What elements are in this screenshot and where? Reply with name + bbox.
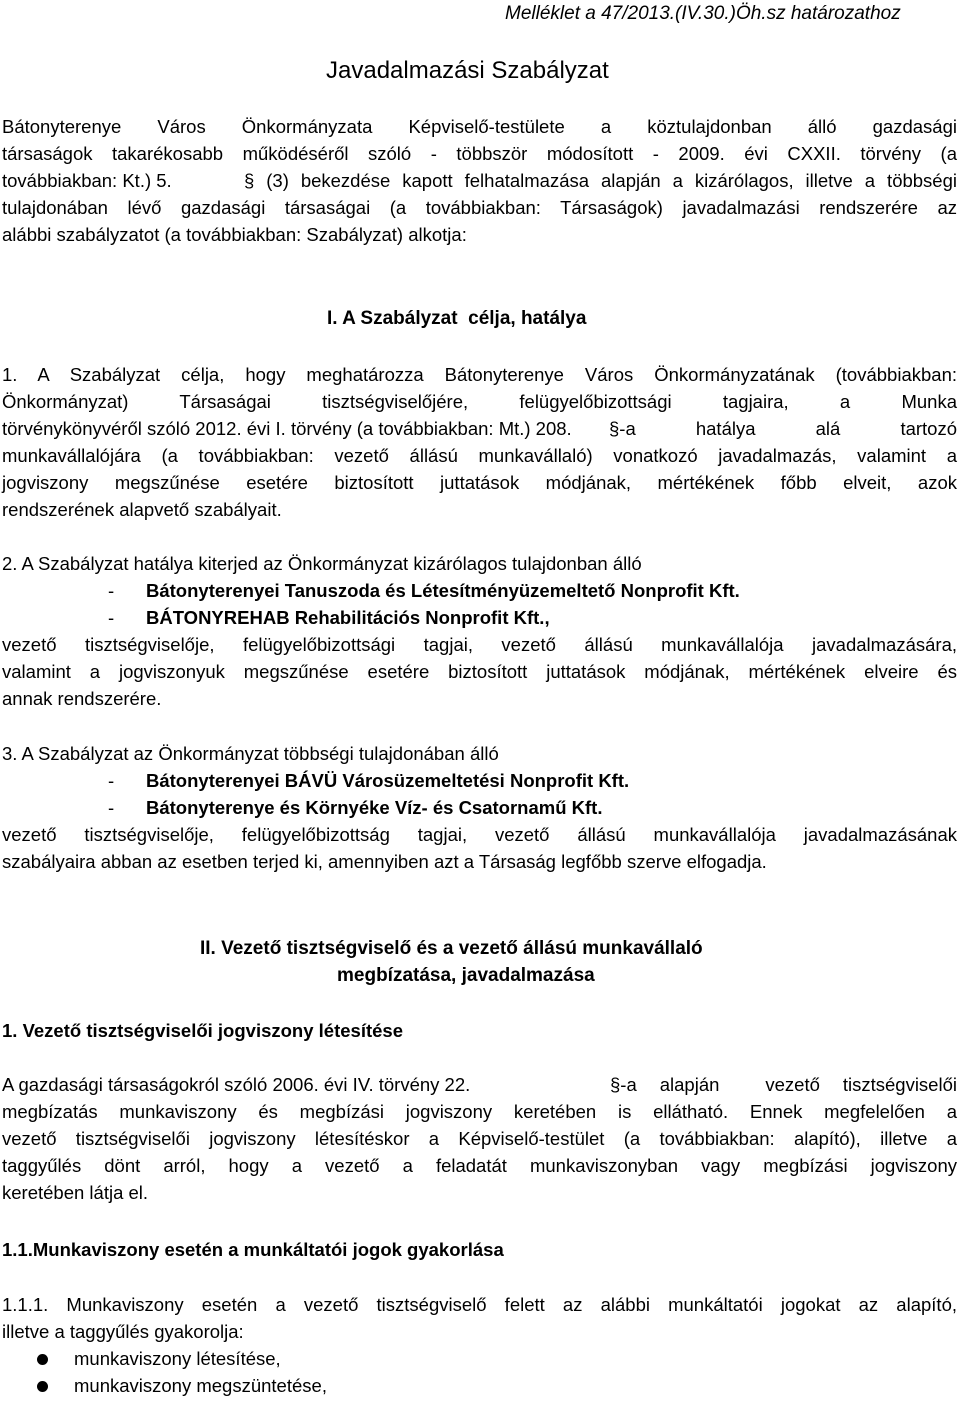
paragraph-line: 1. A Szabályzat célja, hogy meghatározza Bátonyterenye Város Önkormányzatának (továbbiakban: xyxy=(2,364,957,385)
document-title: Javadalmazási Szabályzat xyxy=(326,57,609,84)
intro-line: § (3) bekezdése kapott felhatalmazása alapján a kizárólagos, illetve a többségi xyxy=(244,170,957,191)
intro-line: továbbiakban: Kt.) 5. xyxy=(2,170,172,191)
list-item: BÁTONYREHAB Rehabilitációs Nonprofit Kft., xyxy=(146,607,550,628)
paragraph-line: A gazdasági társaságokról szóló 2006. évi IV. törvény 22. xyxy=(2,1074,471,1095)
paragraph-line: valamint a jogviszonyuk megszűnése esetére biztosított juttatások módjának, mértékének elveire és xyxy=(2,661,957,682)
bullet-icon xyxy=(37,1381,48,1392)
paragraph-line: §-a alapján vezető tisztségviselői xyxy=(610,1074,957,1095)
paragraph-line: vezető tisztségviselője, felügyelőbizottság tagjai, vezető állású munkavállalója javadalmazásának xyxy=(2,824,957,845)
list-item: Bátonyterenye és Környéke Víz- és Csatornamű Kft. xyxy=(146,797,603,818)
list-item: Bátonyterenyei BÁVÜ Városüzemeltetési Nonprofit Kft. xyxy=(146,770,630,791)
paragraph-line: keretében látja el. xyxy=(2,1182,149,1203)
paragraph-line: szabályaira abban az esetben terjed ki, amennyiben azt a Társaság legfőbb szerve elfogadja. xyxy=(2,851,767,872)
paragraph-line: jogviszony megszűnése esetére biztosított juttatások módjának, mértékének főbb elveit, azok xyxy=(2,472,957,493)
intro-line: tulajdonában lévő gazdasági társaságai (a továbbiakban: Társaságok) javadalmazási rendszerére az xyxy=(2,197,957,218)
paragraph-line: annak rendszerére. xyxy=(2,688,162,709)
paragraph-line: vezető tisztségviselője, felügyelőbizottsági tagjai, vezető állású munkavállalója javadalmazására, xyxy=(2,634,957,655)
list-dash: - xyxy=(108,607,115,628)
paragraph-line: 1.1.1. Munkaviszony esetén a vezető tisztségviselő felett az alábbi munkáltatói jogokat az alapító, xyxy=(2,1294,957,1315)
intro-line: társaságok takarékosabb működéséről szóló - többször módosított - 2009. évi CXXII. törvény (a xyxy=(2,143,957,164)
list-dash: - xyxy=(108,770,115,791)
subsection-heading: 1. Vezető tisztségviselői jogviszony létesítése xyxy=(2,1020,403,1041)
bullet-icon xyxy=(37,1354,48,1365)
list-item: Bátonyterenyei Tanuszoda és Létesítményüzemeltető Nonprofit Kft. xyxy=(146,580,740,601)
section-heading: II. Vezető tisztségviselő és a vezető állású munkavállaló xyxy=(200,938,703,959)
list-dash: - xyxy=(108,580,115,601)
annex-reference: Melléklet a 47/2013.(IV.30.)Öh.sz határozathoz xyxy=(505,3,901,24)
paragraph-line: taggyűlés dönt arról, hogy a vezető a feladatát munkaviszonyban vagy megbízási jogviszony xyxy=(2,1155,957,1176)
paragraph-line: vezető tisztségviselői jogviszony létesítéskor a Képviselő-testület (a továbbiakban: alapító), illetve a xyxy=(2,1128,957,1149)
paragraph-line: §-a hatálya alá tartozó xyxy=(609,418,957,439)
paragraph-line: 2. A Szabályzat hatálya kiterjed az Önkormányzat kizárólagos tulajdonban álló xyxy=(2,553,642,574)
intro-line: alábbi szabályzatot (a továbbiakban: Szabályzat) alkotja: xyxy=(2,224,467,245)
bullet-item: munkaviszony megszüntetése, xyxy=(74,1375,327,1396)
paragraph-line: munkavállalójára (a továbbiakban: vezető állású munkavállaló) vonatkozó javadalmazás, valamint a xyxy=(2,445,957,466)
paragraph-line: törvénykönyvéről szóló 2012. évi I. törvény (a továbbiakban: Mt.) 208. xyxy=(2,418,572,439)
paragraph-line: megbízatás munkaviszony és megbízási jogviszony keretében is ellátható. Ennek megfelelően a xyxy=(2,1101,957,1122)
section-heading: megbízatása, javadalmazása xyxy=(337,965,595,986)
section-heading: I. A Szabályzat célja, hatálya xyxy=(327,308,587,329)
paragraph-line: rendszerének alapvető szabályait. xyxy=(2,499,282,520)
paragraph-line: Önkormányzat) Társaságai tisztségviselőjére, felügyelőbizottsági tagjaira, a Munka xyxy=(2,391,957,412)
subsection-heading: 1.1.Munkaviszony esetén a munkáltatói jogok gyakorlása xyxy=(2,1239,504,1260)
bullet-item: munkaviszony létesítése, xyxy=(74,1348,281,1369)
list-dash: - xyxy=(108,797,115,818)
paragraph-line: illetve a taggyűlés gyakorolja: xyxy=(2,1321,244,1342)
paragraph-line: 3. A Szabályzat az Önkormányzat többségi tulajdonában álló xyxy=(2,743,499,764)
intro-line: Bátonyterenye Város Önkormányzata Képviselő-testülete a köztulajdonban álló gazdasági xyxy=(2,116,957,137)
